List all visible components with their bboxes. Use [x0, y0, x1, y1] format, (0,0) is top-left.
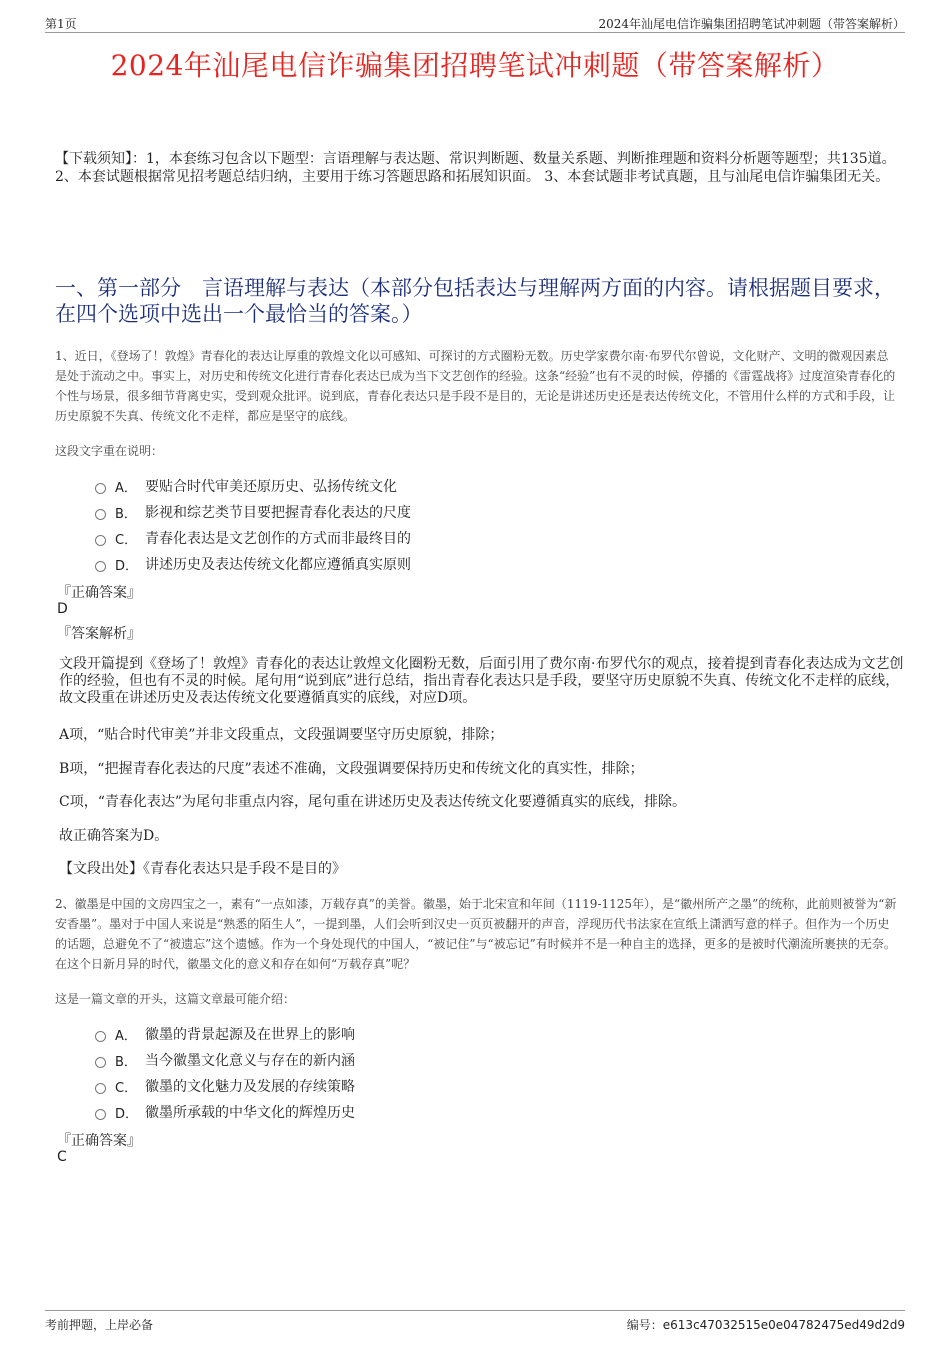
option-b[interactable]: B． 当今徽墨文化意义与存在的新内涵: [95, 1047, 355, 1073]
radio-icon[interactable]: [95, 1109, 106, 1120]
option-d[interactable]: D． 徽墨所承载的中华文化的辉煌历史: [95, 1099, 355, 1125]
analysis-label: 『答案解析』: [57, 626, 141, 642]
radio-icon[interactable]: [95, 483, 106, 494]
page-number: 第1页: [45, 17, 77, 31]
analysis-paragraph: C项，“青春化表达”为尾句非重点内容，尾句重在讲述历史及表达传统文化要遵循真实的底线，排除。: [59, 794, 687, 810]
page-footer: [45, 1310, 905, 1341]
section-title: 一、第一部分 言语理解与表达（本部分包括表达与理解两方面的内容。请根据题目要求，在四个选项中选出一个最恰当的答案。）: [55, 276, 895, 326]
question-1-prompt: 这段文字重在说明：: [55, 444, 164, 458]
radio-icon[interactable]: [95, 1031, 106, 1042]
option-a[interactable]: A． 要贴合时代审美还原历史、弘扬传统文化: [95, 473, 411, 499]
answer-value: D: [57, 601, 68, 617]
source-citation: 【文段出处】《青春化表达只是手段不是目的》: [59, 861, 346, 877]
page-header: [45, 14, 905, 33]
question-1-text: 1、近日，《登场了！敦煌》青春化的表达让厚重的敦煌文化以可感知、可探讨的方式圈粉无数。历史学家费尔南·布罗代尔曾说，文化财产、文明的微观因素总是处于流动之中。事实上，对历史和传统文化进行青春化表达已成为当下文艺创作的经验。这条“经验”也有不灵的时候，停播的《雷霆战将》过度渲染青春化的个性与场景，很多细节背离史实，受到观众批评。说到底，青春化表达只是手段不是目的，无论是讲述历史还是表达传统文化，不管用什么样的方式和手段，让历史原貌不失真、传统文化不走样，都应是坚守的底线。: [55, 349, 896, 423]
footer-slogan: 考前押题，上岸必备: [45, 1318, 154, 1332]
question-2-prompt: 这是一篇文章的开头，这篇文章最可能介绍：: [55, 992, 296, 1006]
option-b[interactable]: B． 影视和综艺类节目要把握青春化表达的尺度: [95, 499, 411, 525]
analysis-paragraph: B项，“把握青春化表达的尺度”表述不准确，文段强调要保持历史和传统文化的真实性，排除；: [59, 761, 644, 777]
radio-icon[interactable]: [95, 1057, 106, 1068]
radio-icon[interactable]: [95, 535, 106, 546]
answer-value: C: [57, 1149, 67, 1165]
question-2-text: 2、徽墨是中国的文房四宝之一，素有“一点如漆，万载存真”的美誉。徽墨，始于北宋宣和年间（1119-1125年），是“徽州所产之墨”的统称，此前则被誉为“新安香墨”。墨对于中国人来说是“熟悉的陌生人”，一提到墨，人们会听到汉史一页页被翻开的声音，浮现历代书法家在宣纸上潇洒写意的样子。但作为一个历史的话题，总避免不了“被遗忘”这个遗憾。作为一个身处现代的中国人，“被记住”与“被忘记”有时候并不是一种自主的选择，更多的是被时代潮流所裹挟的无奈。在这个日新月异的时代，徽墨文化的意义和存在如何“万载存真”呢？: [55, 897, 897, 971]
page-title: 2024年汕尾电信诈骗集团招聘笔试冲刺题（带答案解析）: [110, 49, 840, 82]
option-a[interactable]: A． 徽墨的背景起源及在世界上的影响: [95, 1021, 355, 1047]
analysis-paragraph: A项，“贴合时代审美”并非文段重点，文段强调要坚守历史原貌，排除；: [59, 727, 504, 743]
radio-icon[interactable]: [95, 509, 106, 520]
answer-label: 『正确答案』: [57, 585, 141, 601]
option-c[interactable]: C． 青春化表达是文艺创作的方式而非最终目的: [95, 525, 411, 551]
radio-icon[interactable]: [95, 561, 106, 572]
question-2-options: [95, 1021, 355, 1125]
download-notice: 【下载须知】：1，本套练习包含以下题型：言语理解与表达题、常识判断题、数量关系题、判断推理题和资料分析题等题型；共135道。 2、本套试题根据常见招考题总结归纳，主要用于练习答题思路和拓展知识面。 3、本套试题非考试真题，且与汕尾电信诈骗集团无关。: [55, 151, 896, 185]
radio-icon[interactable]: [95, 1083, 106, 1094]
analysis-paragraph: 文段开篇提到《登场了！敦煌》青春化的表达让敦煌文化圈粉无数，后面引用了费尔南·布罗代尔的观点，接着提到青春化表达成为文艺创作的经验，但也有不灵的时候。尾句用“说到底”进行总结，指出青春化表达只是手段，要坚守历史原貌不失真、传统文化不走样的底线，故文段重在讲述历史及表达传统文化要遵循真实的底线，对应D项。: [59, 656, 904, 706]
analysis-paragraph: 故正确答案为D。: [59, 828, 169, 844]
footer-code: 编号：e613c47032515e0e04782475ed49d2d9: [626, 1318, 905, 1332]
question-1-options: [95, 473, 411, 577]
answer-label: 『正确答案』: [57, 1133, 141, 1149]
option-d[interactable]: D． 讲述历史及表达传统文化都应遵循真实原则: [95, 551, 411, 577]
header-doc-title: 2024年汕尾电信诈骗集团招聘笔试冲刺题（带答案解析）: [598, 17, 905, 31]
option-c[interactable]: C． 徽墨的文化魅力及发展的存续策略: [95, 1073, 355, 1099]
